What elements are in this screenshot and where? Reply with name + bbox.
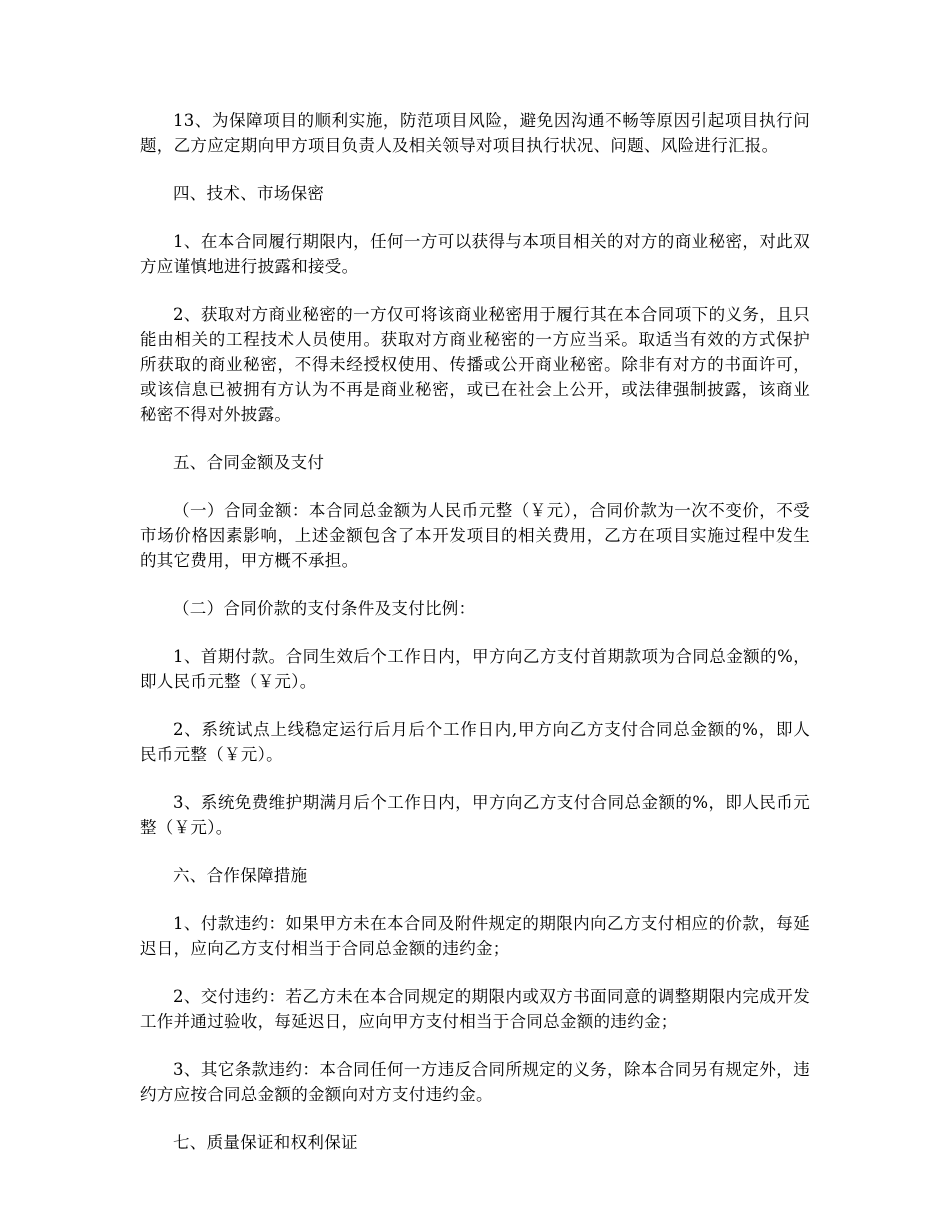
section-heading-cooperation-safeguards: 六、合作保障措施 — [173, 866, 308, 885]
confidentiality-clause-2: 2、获取对方商业秘密的一方仅可将该商业秘密用于履行其在本合同项下的义务，且只能由相关的工程技术人员使用。获取对方商业秘密的一方应当采。取适当有效的方式保护所获取的商业秘密，不得未经授权使用、传播或公开商业秘密。除非有对方的书面许可，或该信息已被拥有方认为不再是商业秘密，或已在社会上公开，或法律强制披露，该商业秘密不得对外披露。 — [140, 305, 810, 424]
clause-13-reporting: 13、为保障项目的顺利实施，防范项目风险，避免因沟通不畅等原因引起项目执行问题，乙方应定期向甲方项目负责人及相关领导对项目执行状况、问题、风险进行汇报。 — [140, 111, 810, 155]
payment-clause-3: 3、系统免费维护期满月后个工作日内，甲方向乙方支付合同总金额的%，即人民币元整（￥元）。 — [140, 793, 810, 837]
payment-clause-2: 2、系统试点上线稳定运行后月后个工作日内,甲方向乙方支付合同总金额的%，即人民币元整（￥元）。 — [140, 720, 810, 764]
section-heading-confidentiality: 四、技术、市场保密 — [173, 184, 325, 203]
confidentiality-clause-1: 1、在本合同履行期限内，任何一方可以获得与本项目相关的对方的商业秘密，对此双方应谨慎地进行披露和接受。 — [140, 232, 810, 276]
breach-clause-delivery: 2、交付违约：若乙方未在本合同规定的期限内或双方书面同意的调整期限内完成开发工作并通过验收，每延迟日，应向甲方支付相当于合同总金额的违约金； — [140, 987, 810, 1031]
section-heading-quality-warranty: 七、质量保证和权利保证 — [173, 1133, 358, 1152]
section-heading-contract-amount: 五、合同金额及支付 — [173, 453, 325, 472]
payment-conditions-heading: （二）合同价款的支付条件及支付比例： — [173, 599, 476, 618]
breach-clause-other: 3、其它条款违约：本合同任何一方违反合同所规定的义务，除本合同另有规定外，违约方应按合同总金额的金额向对方支付违约金。 — [140, 1060, 810, 1104]
breach-clause-payment: 1、付款违约：如果甲方未在本合同及附件规定的期限内向乙方支付相应的价款，每延迟日，应向乙方支付相当于合同总金额的违约金； — [140, 914, 810, 958]
payment-clause-1: 1、首期付款。合同生效后个工作日内，甲方向乙方支付首期款项为合同总金额的%，即人民币元整（￥元）。 — [140, 647, 810, 691]
contract-amount-paragraph: （一）合同金额：本合同总金额为人民币元整（￥元），合同价款为一次不变价，不受市场价格因素影响，上述金额包含了本开发项目的相关费用，乙方在项目实施过程中发生的其它费用，甲方概不承担。 — [140, 501, 810, 570]
